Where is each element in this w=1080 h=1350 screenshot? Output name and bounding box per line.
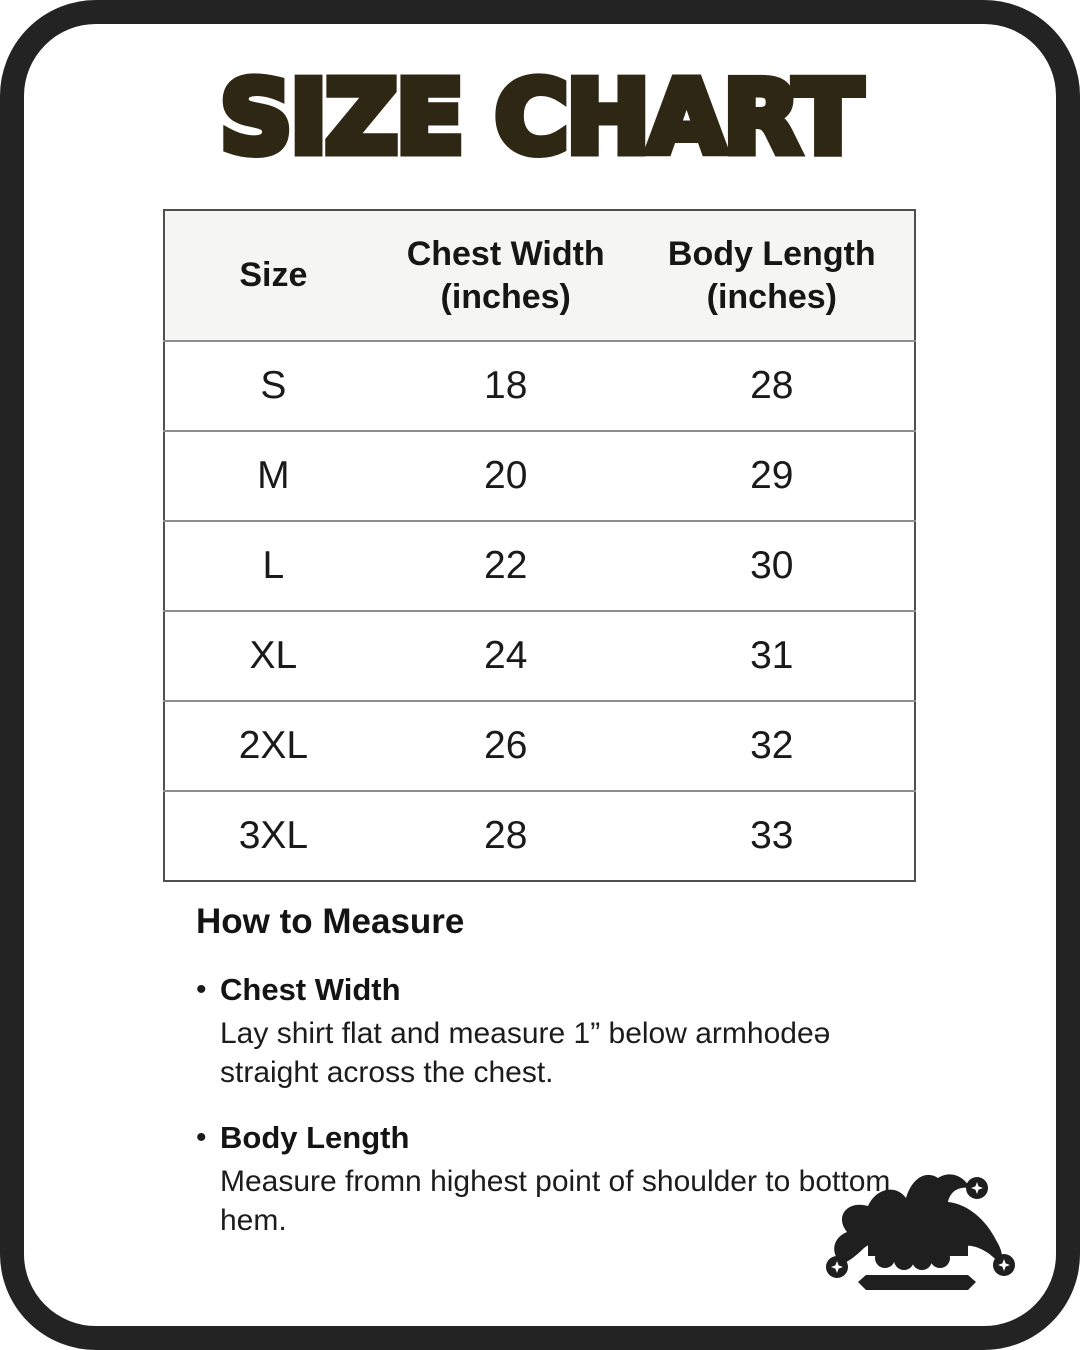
chest-cell: 22 [484,544,528,587]
page-title: SIZE CHART [219,59,861,176]
measure-term: Body Length [220,1120,410,1155]
table-row [164,341,915,431]
size-cell: XL [249,634,298,677]
length-cell: 30 [750,544,794,587]
measure-description: Lay shirt flat and measure 1” below armhodeə straight across the chest. [220,1017,831,1089]
list-item [196,970,920,1092]
length-cell: 28 [750,364,794,407]
measure-description: Measure fromn highest point of shoulder to bottom hem. [220,1165,891,1237]
bullet-dot: • [196,1121,207,1154]
how-to-measure-section [196,902,920,1240]
list-item [196,1118,920,1240]
table-row [164,611,915,701]
table-row [164,521,915,611]
size-table [163,209,916,882]
jester-hat-icon [822,1142,1022,1292]
size-cell: S [260,364,287,407]
size-cell: L [262,544,285,587]
size-cell: 3XL [238,814,309,857]
chest-cell: 28 [484,814,528,857]
chest-cell: 26 [484,724,528,767]
measure-heading: How to Measure [196,902,465,941]
length-cell: 32 [750,724,794,767]
bullet-dot: • [196,973,207,1006]
table-header-row [164,210,915,341]
column-header-size: Size [239,256,308,295]
chest-cell: 18 [484,364,528,407]
size-cell: M [257,454,290,497]
chest-cell: 24 [484,634,528,677]
length-cell: 29 [750,454,794,497]
table-row [164,701,915,791]
measure-list [196,970,920,1240]
chest-cell: 20 [484,454,528,497]
column-header-length: Body Length (inches) [667,235,876,316]
length-cell: 31 [750,634,794,677]
table-row [164,791,915,881]
length-cell: 33 [750,814,794,857]
column-header-chest: Chest Width (inches) [406,235,605,316]
measure-term: Chest Width [220,972,401,1007]
size-cell: 2XL [238,724,309,767]
table-row [164,431,915,521]
